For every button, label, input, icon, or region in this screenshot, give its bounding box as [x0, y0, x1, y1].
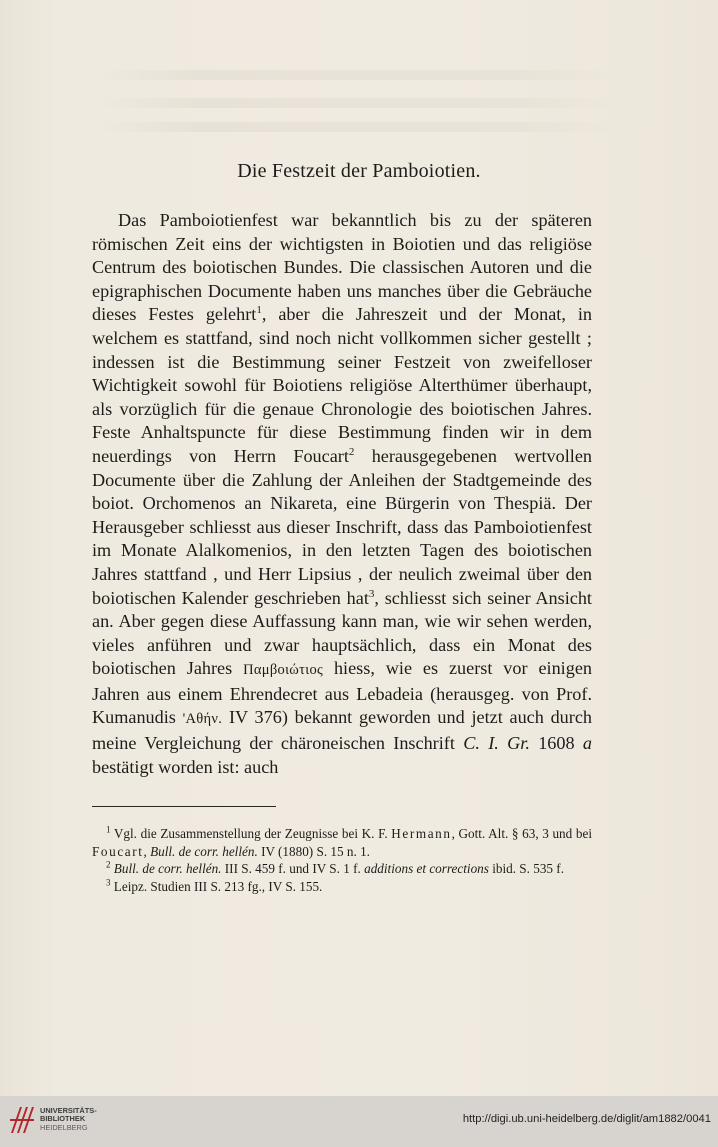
- footnote-mark: 1: [106, 824, 111, 835]
- corpus-citation: C. I. Gr.: [463, 733, 530, 754]
- main-paragraph: [92, 209, 592, 779]
- bleed-through-line: [92, 98, 612, 108]
- body-text-run: , aber die Jahreszeit und der Monat, in welchem es stattfand, sind noch nicht vollkommen sicher gestellt ; indessen ist die Bestimmung seiner Festzeit von zweifelloser Wichtigkeit sowohl für Boiotiens religiöse Alterthümer überhaupt, als vorzüglich für die genaue Chronologie des boiotischen Jahres. Feste Anhaltspuncte für diese Bestimmung finden wir in dem neuerdings von Herrn Foucart: [92, 304, 592, 466]
- footnote-journal: Bull. de corr. hellén.: [113, 861, 222, 877]
- footnote-text: IV (1880) S. 15 n. 1.: [257, 843, 370, 859]
- footnote-author: Foucart: [92, 843, 144, 859]
- footnote-journal: Bull. de corr. hellén.: [150, 843, 258, 859]
- body-text-run: Das Pamboiotienfest war bekanntlich bis zu der späteren römischen Zeit eins der wichtigsten in Boiotien und das religiöse Centrum des boiotischen Bundes. Die classischen Autoren und die epigraphischen Documente haben uns manches über die Gebräuche dieses Festes gelehrt: [92, 210, 592, 325]
- greek-term: 'Αθήν.: [182, 711, 223, 728]
- bleed-through-line: [92, 122, 612, 132]
- footnote-2: [92, 860, 592, 878]
- permalink-url[interactable]: http://digi.ub.uni-heidelberg.de/diglit/am1882/0041: [462, 1113, 711, 1125]
- library-name: [40, 1107, 97, 1132]
- body-text-run: hiess, wie es zuerst vor einigen Jahren aus einem Ehrendecret aus Lebadeia (herausgeg. von Prof. Kumanudis: [92, 658, 592, 728]
- footnote-ref-2: 2: [348, 445, 355, 458]
- body-text-run: bestätigt worden ist: auch: [92, 756, 279, 777]
- footnote-text: ibid. S. 535 f.: [488, 861, 564, 877]
- greek-term: Παμβοιώτιος: [243, 662, 324, 679]
- footnote-mark: 2: [106, 859, 111, 870]
- page-title: Die Festzeit der Pamboiotien.: [237, 160, 481, 182]
- library-name-line: BIBLIOTHEK: [40, 1114, 86, 1124]
- body-text-run: herausgegebenen wertvollen Documente über die Zahlung der Anleihen der Stadtgemeinde des boiot. Orchomenos an Nikareta, eine Bürgerin von Thespiä. Der Herausgeber schliesst aus dieser Inschrift, dass das Pamboiotienfest im Monate Alalkomenios, in den letzten Tagen des boiotischen Jahres stattfand , und Herr Lipsius , der neulich zweimal über den boiotischen Kalender geschrieben hat: [92, 445, 592, 608]
- footnote-text: Leipz. Studien III S. 213 fg., IV S. 155.: [110, 878, 323, 894]
- footnote-ref-1: 1: [256, 304, 262, 317]
- footnote-3: [92, 878, 592, 896]
- library-name-line: HEIDELBERG: [40, 1122, 88, 1132]
- footnote-text: , Gott. Alt. § 63, 3 und bei: [451, 826, 592, 841]
- footnote-italic: additions et corrections: [364, 861, 489, 877]
- footnote-text: ,: [143, 843, 151, 859]
- corpus-citation-letter: a: [582, 733, 593, 754]
- body-text-run: IV 376) bekannt geworden und jetzt auch durch meine Vergleichung der chäroneischen Inschrift: [92, 707, 592, 754]
- library-name-line: UNIVERSITÄTS-: [40, 1106, 97, 1115]
- university-library-logo-icon: [8, 1103, 36, 1137]
- footnote-ref-3: 3: [368, 587, 375, 600]
- body-text-run: , schliesst sich seiner Ansicht an. Aber gegen diese Auffassung kann man, wie wir sehen werden, vieles anführen und zwar hauptsächlich, dass ein Monat des boiotischen Jahres: [92, 587, 592, 679]
- footnote-author: Hermann: [391, 826, 452, 841]
- body-text-run: 1608: [529, 733, 583, 754]
- footnote-text: Vgl. die Zusammenstellung der Zeugnisse bei K. F.: [110, 826, 392, 841]
- footnotes: [92, 825, 592, 895]
- footnote-text: III S. 459 f. und IV S. 1 f.: [221, 861, 365, 877]
- footnote-mark: 3: [106, 877, 111, 888]
- bleed-through-line: [92, 70, 612, 80]
- footnote-1: [92, 825, 592, 860]
- library-footer-bar: [0, 1096, 718, 1147]
- footnote-separator: [92, 806, 276, 807]
